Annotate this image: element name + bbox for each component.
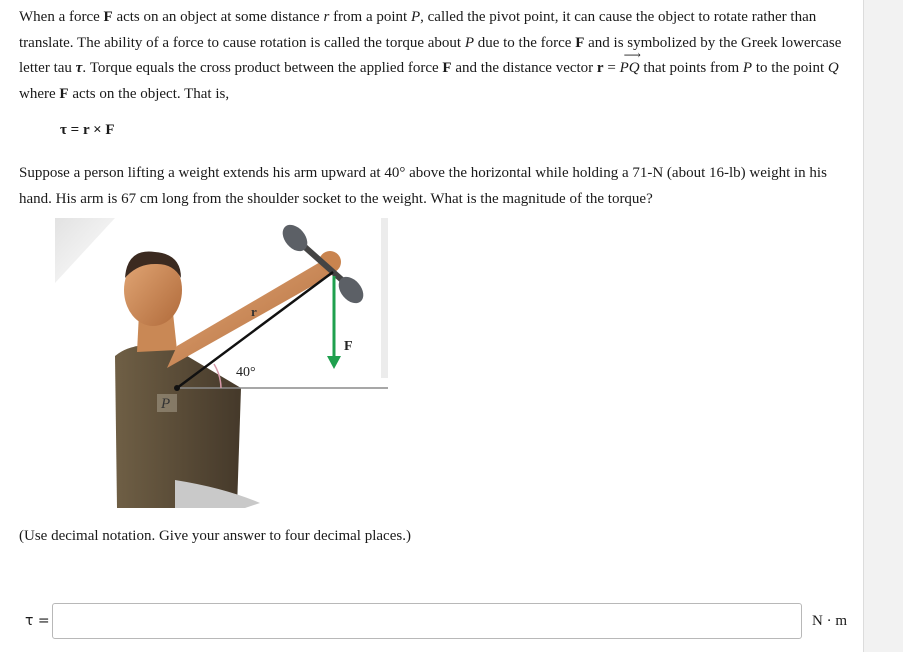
symbol-r: r [323, 9, 330, 25]
label-angle: 40° [236, 365, 256, 380]
arm-torque-figure [55, 218, 390, 508]
symbol-P: P [410, 9, 421, 25]
text: , called the pivot point, it can cause the object to rotate rather than translate. The ability of a force to cause rotation is called the torque about [19, 9, 817, 51]
text: = [603, 60, 620, 76]
symbol-tau: τ [75, 60, 83, 76]
vector-PQ: ⟶ PQ [619, 48, 641, 76]
pivot-point [174, 385, 180, 391]
background-wall-edge [381, 218, 388, 378]
background-corner [55, 218, 115, 283]
label-F: F [344, 339, 353, 354]
torque-answer-input[interactable] [52, 603, 802, 639]
problem-statement: Suppose a person lifting a weight extends his arm upward at 40° above the horizontal while holding a 71-N (about 16-lb) weight in his hand. His arm is 67 cm long from the shoulder socket to the weight. What is the magnitude of the torque? [19, 165, 827, 207]
text: and the distance vector [451, 60, 597, 76]
answer-instruction: (Use decimal notation. Give your answer to four decimal places.) [19, 528, 411, 544]
symbol-P: P [464, 34, 474, 51]
text: acts on the object. That is, [68, 85, 230, 102]
symbol-F: F [442, 60, 452, 76]
text: that points from [639, 60, 743, 76]
symbol-F: F [575, 34, 585, 51]
torque-equation: τ = r × F [60, 122, 115, 138]
answer-row [19, 603, 859, 641]
text: . Torque equals the cross product between the applied force [82, 60, 443, 76]
text: where [19, 85, 60, 102]
right-side-panel [863, 0, 903, 652]
symbol-P: P [742, 60, 753, 76]
symbol-F: F [59, 85, 69, 102]
label-r: r [251, 304, 257, 319]
answer-unit: N · m [812, 613, 847, 629]
text: When a force [19, 9, 104, 25]
text: from a point [329, 9, 411, 25]
text: due to the force [473, 34, 576, 51]
symbol-F: F [103, 9, 113, 25]
intro-paragraph [19, 5, 854, 107]
text: and is symbolized by the Greek lowercase letter tau [19, 34, 842, 76]
text: to the point [752, 60, 828, 76]
text: acts on an object at some distance [112, 9, 324, 25]
answer-label: τ = [25, 613, 50, 629]
force-arrowhead [327, 356, 341, 369]
vector-PQ-label: PQ [619, 60, 640, 76]
label-P: P [161, 396, 171, 412]
symbol-r-vector: r [596, 60, 604, 76]
symbol-Q: Q [827, 60, 839, 76]
